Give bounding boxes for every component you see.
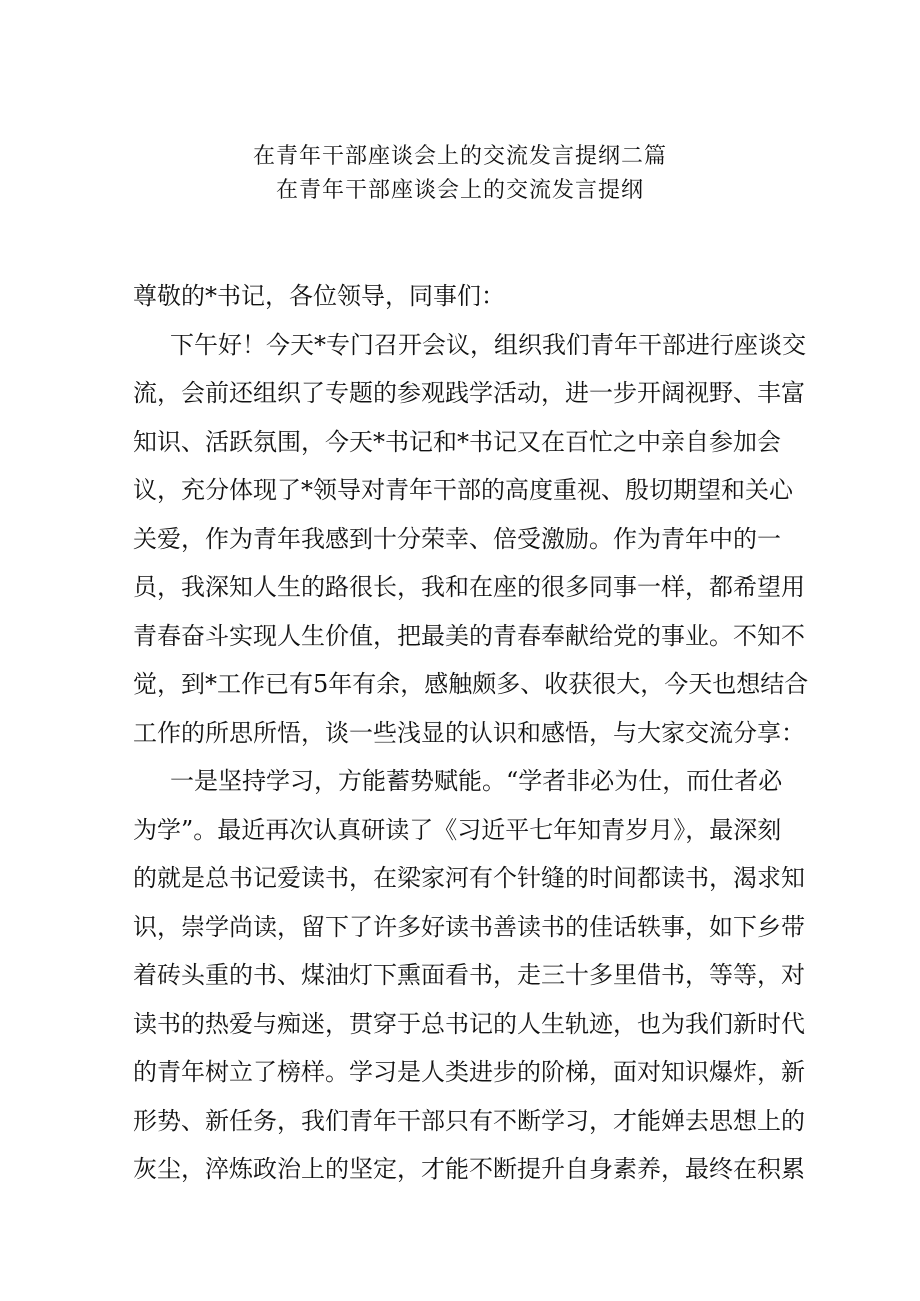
document-body bbox=[133, 272, 809, 1194]
paragraph-line: 工作的所思所悟，谈一些浅显的认识和感悟，与大家交流分享： bbox=[133, 718, 805, 747]
paragraph-line: 读书的热爱与痴迷，贯穿于总书记的人生轨迹，也为我们新时代 bbox=[133, 1009, 805, 1038]
paragraph-line: 形势、新任务，我们青年干部只有不断学习，才能婵去思想上的 bbox=[133, 1106, 805, 1135]
paragraph-line: 的就是总书记爱读书，在梁家河有个针缝的时间都读书，渴求知 bbox=[133, 864, 805, 892]
paragraph-line: 知识、活跃氛围，今天*书记和*书记又在百忙之中亲自参加会 bbox=[133, 427, 781, 456]
paragraph-line: 流，会前还组织了专题的参观践学活动，进一步开阔视野、丰富 bbox=[133, 379, 805, 407]
paragraph-line: 一是坚持学习，方能蓄势赋能。“学者非必为仕，而仕者必 bbox=[170, 767, 783, 795]
paragraph-line: 下午好！今天*专门召开会议，组织我们青年干部进行座谈交 bbox=[170, 330, 806, 359]
title-line-2: 在青年干部座谈会上的交流发言提纲 bbox=[275, 178, 644, 203]
paragraph-line: 青春奋斗实现人生价值，把最美的青春奉献给党的事业。不知不 bbox=[133, 621, 805, 650]
paragraph-line: 的青年树立了榜样。学习是人类进步的阶梯，面对知识爆炸，新 bbox=[133, 1058, 805, 1086]
paragraph-line: 灰尘，淬炼政治上的坚定，才能不断提升自身素养，最终在积累 bbox=[133, 1155, 805, 1183]
paragraph-line: 为学”。最近再次认真研读了《习近平七年知青岁月》，最深刻 bbox=[133, 815, 782, 844]
paragraph-line: 着砖头重的书、煤油灯下熏面看书，走三十多里借书，等等，对 bbox=[133, 961, 805, 989]
document-title bbox=[0, 140, 920, 208]
paragraph-line: 识，崇学尚读，留下了许多好读书善读书的佳话轶事，如下乡带 bbox=[133, 912, 805, 941]
paragraph-line: 员，我深知人生的路很长，我和在座的很多同事一样，都希望用 bbox=[133, 573, 805, 601]
paragraph-line: 关爱，作为青年我感到十分荣幸、倍受激励。作为青年中的一 bbox=[133, 524, 781, 553]
title-line-1: 在青年干部座谈会上的交流发言提纲二篇 bbox=[252, 144, 667, 169]
paragraph-line: 议，充分体现了*领导对青年干部的高度重视、殷切期望和关心 bbox=[133, 476, 793, 504]
paragraph-line: 觉，到*工作已有5年有余，感触颇多、收获很大，今天也想结合 bbox=[133, 670, 809, 698]
salutation: 尊敬的*书记，各位领导，同事们： bbox=[133, 282, 505, 310]
